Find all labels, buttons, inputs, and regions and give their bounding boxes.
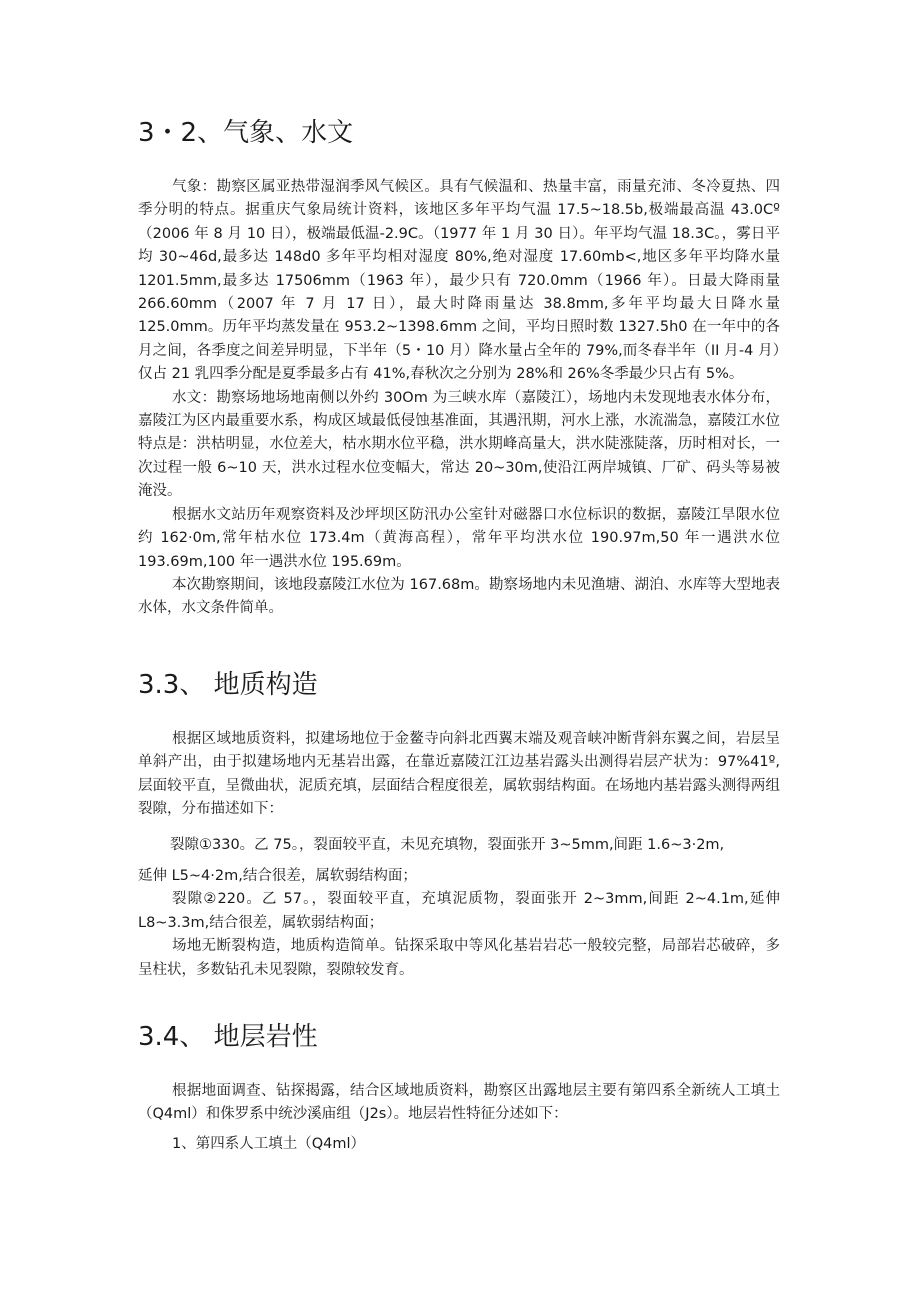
paragraph-survey-water-level: 本次勘察期间，该地段嘉陵江水位为 167.68m。勘察场地内未见渔塘、湖泊、水库等大型地表水体，水文条件简单。 (138, 576, 780, 617)
paragraph-water-levels: 根据水文站历年观察资料及沙坪坝区防汛办公室针对磁器口水位标识的数据，嘉陵江旱限水位约 162·0m,常年枯水位 173.4m（黄海高程），常年平均洪水位 190.97m,50 年一遇洪水位 193.69m,100 年一遇洪水位 195.69m。 (138, 506, 780, 570)
section-body-geological-structure (138, 728, 780, 982)
paragraph-fissure-1: 裂隙①330。乙 75。，裂面较平直，未见充填物，裂面张开 3~5mm,间距 1.6~3·2m, (170, 836, 725, 853)
paragraph-fill-layer-title: 1、第四系人工填土（Q4ml） (172, 1135, 366, 1152)
section-body-stratigraphy (138, 1080, 780, 1156)
section-body-meteorology-hydrology (138, 176, 780, 621)
paragraph-regional-geology: 根据区域地质资料，拟建场地位于金鳌寺向斜北西翼末端及观音峡冲断背斜东翼之间，岩层呈单斜产出，由于拟建场地内无基岩出露，在靠近嘉陵江江边基岩露头出测得岩层产状为：97%41º,层面较平直，呈微曲状，泥质充填，层面结合程度很差，属软弱结构面。在场地内基岩露头测得两组裂隙，分布描述如下： (138, 731, 780, 818)
section-heading-meteorology-hydrology: 3・2、气象、水文 (138, 118, 354, 148)
paragraph-fissure-2: 裂隙②220。乙 57。，裂面较平直，充填泥质物，裂面张开 2~3mm,间距 2~4.1m,延伸 L8~3.3m,结合很差，属软弱结构面； (138, 891, 780, 931)
paragraph-hydrology: 水文：勘察场地场地南侧以外约 30Om 为三峡水库（嘉陵江），场地内未发现地表水体分布，嘉陵江为区内最重要水系，构成区域最低侵蚀基准面，其遇汛期，河水上涨，水流湍急，嘉陵江水位特点是：洪枯明显，水位差大，枯水期水位平稳，洪水期峰高量大，洪水陡涨陡落，历时相对长，一次过程一般 6~10 天，洪水过程水位变幅大，常达 20~30m,使沿江两岸城镇、厂矿、码头等易被淹没。 (138, 389, 780, 500)
paragraph-structure-summary: 场地无断裂构造，地质构造简单。钻探采取中等风化基岩岩芯一般较完整，局部岩芯破碎，多呈柱状，多数钻孔未见裂隙，裂隙较发育。 (138, 938, 780, 978)
paragraph-strata-overview: 根据地面调查、钻探揭露，结合区域地质资料，勘察区出露地层主要有第四系全新统人工填土（Q4ml）和侏罗系中统沙溪庙组（J2s）。地层岩性特征分述如下： (138, 1083, 780, 1123)
paragraph-fissure-1-continued: 延伸 L5~4·2m,结合很差，属软弱结构面； (138, 868, 417, 885)
section-heading-geological-structure: 3.3、 地质构造 (138, 670, 318, 700)
section-heading-stratigraphy: 3.4、 地层岩性 (138, 1022, 318, 1052)
paragraph-meteorology: 气象：勘察区属亚热带湿润季风气候区。具有气候温和、热量丰富，雨量充沛、冬冷夏热、四季分明的特点。据重庆气象局统计资料，该地区多年平均气温 17.5~18.5b,极端最高温 43.0Cº（2006 年 8 月 10 日），极端最低温-2.9C。（1977 年 1 月 30 日）。年平均气温 18.3C。，雾日平均 30~46d,最多达 148d0 多年平均相对湿度 80%,绝对湿度 17.60mb<,地区多年平均降水量 1201.5mm,最多达 17506mm（1963 年），最少只有 720.0mm（1966 年）。日最大降雨量 266.60mm（2007 年 7 月 17 日），最大时降雨量达 38.8mm,多年平均最大日降水量 125.0mm。历年平均蒸发量在 953.2~1398.6mm 之间，平均日照时数 1327.5h0 在一年中的各月之间，各季度之间差异明显，下半年（5・10 月）降水量占全年的 79%,而冬春半年（II 月-4 月）仅占 21 乳四季分配是夏季最多占有 41%,春秋次之分别为 28%和 26%冬季最少只占有 5%。 (138, 179, 780, 383)
